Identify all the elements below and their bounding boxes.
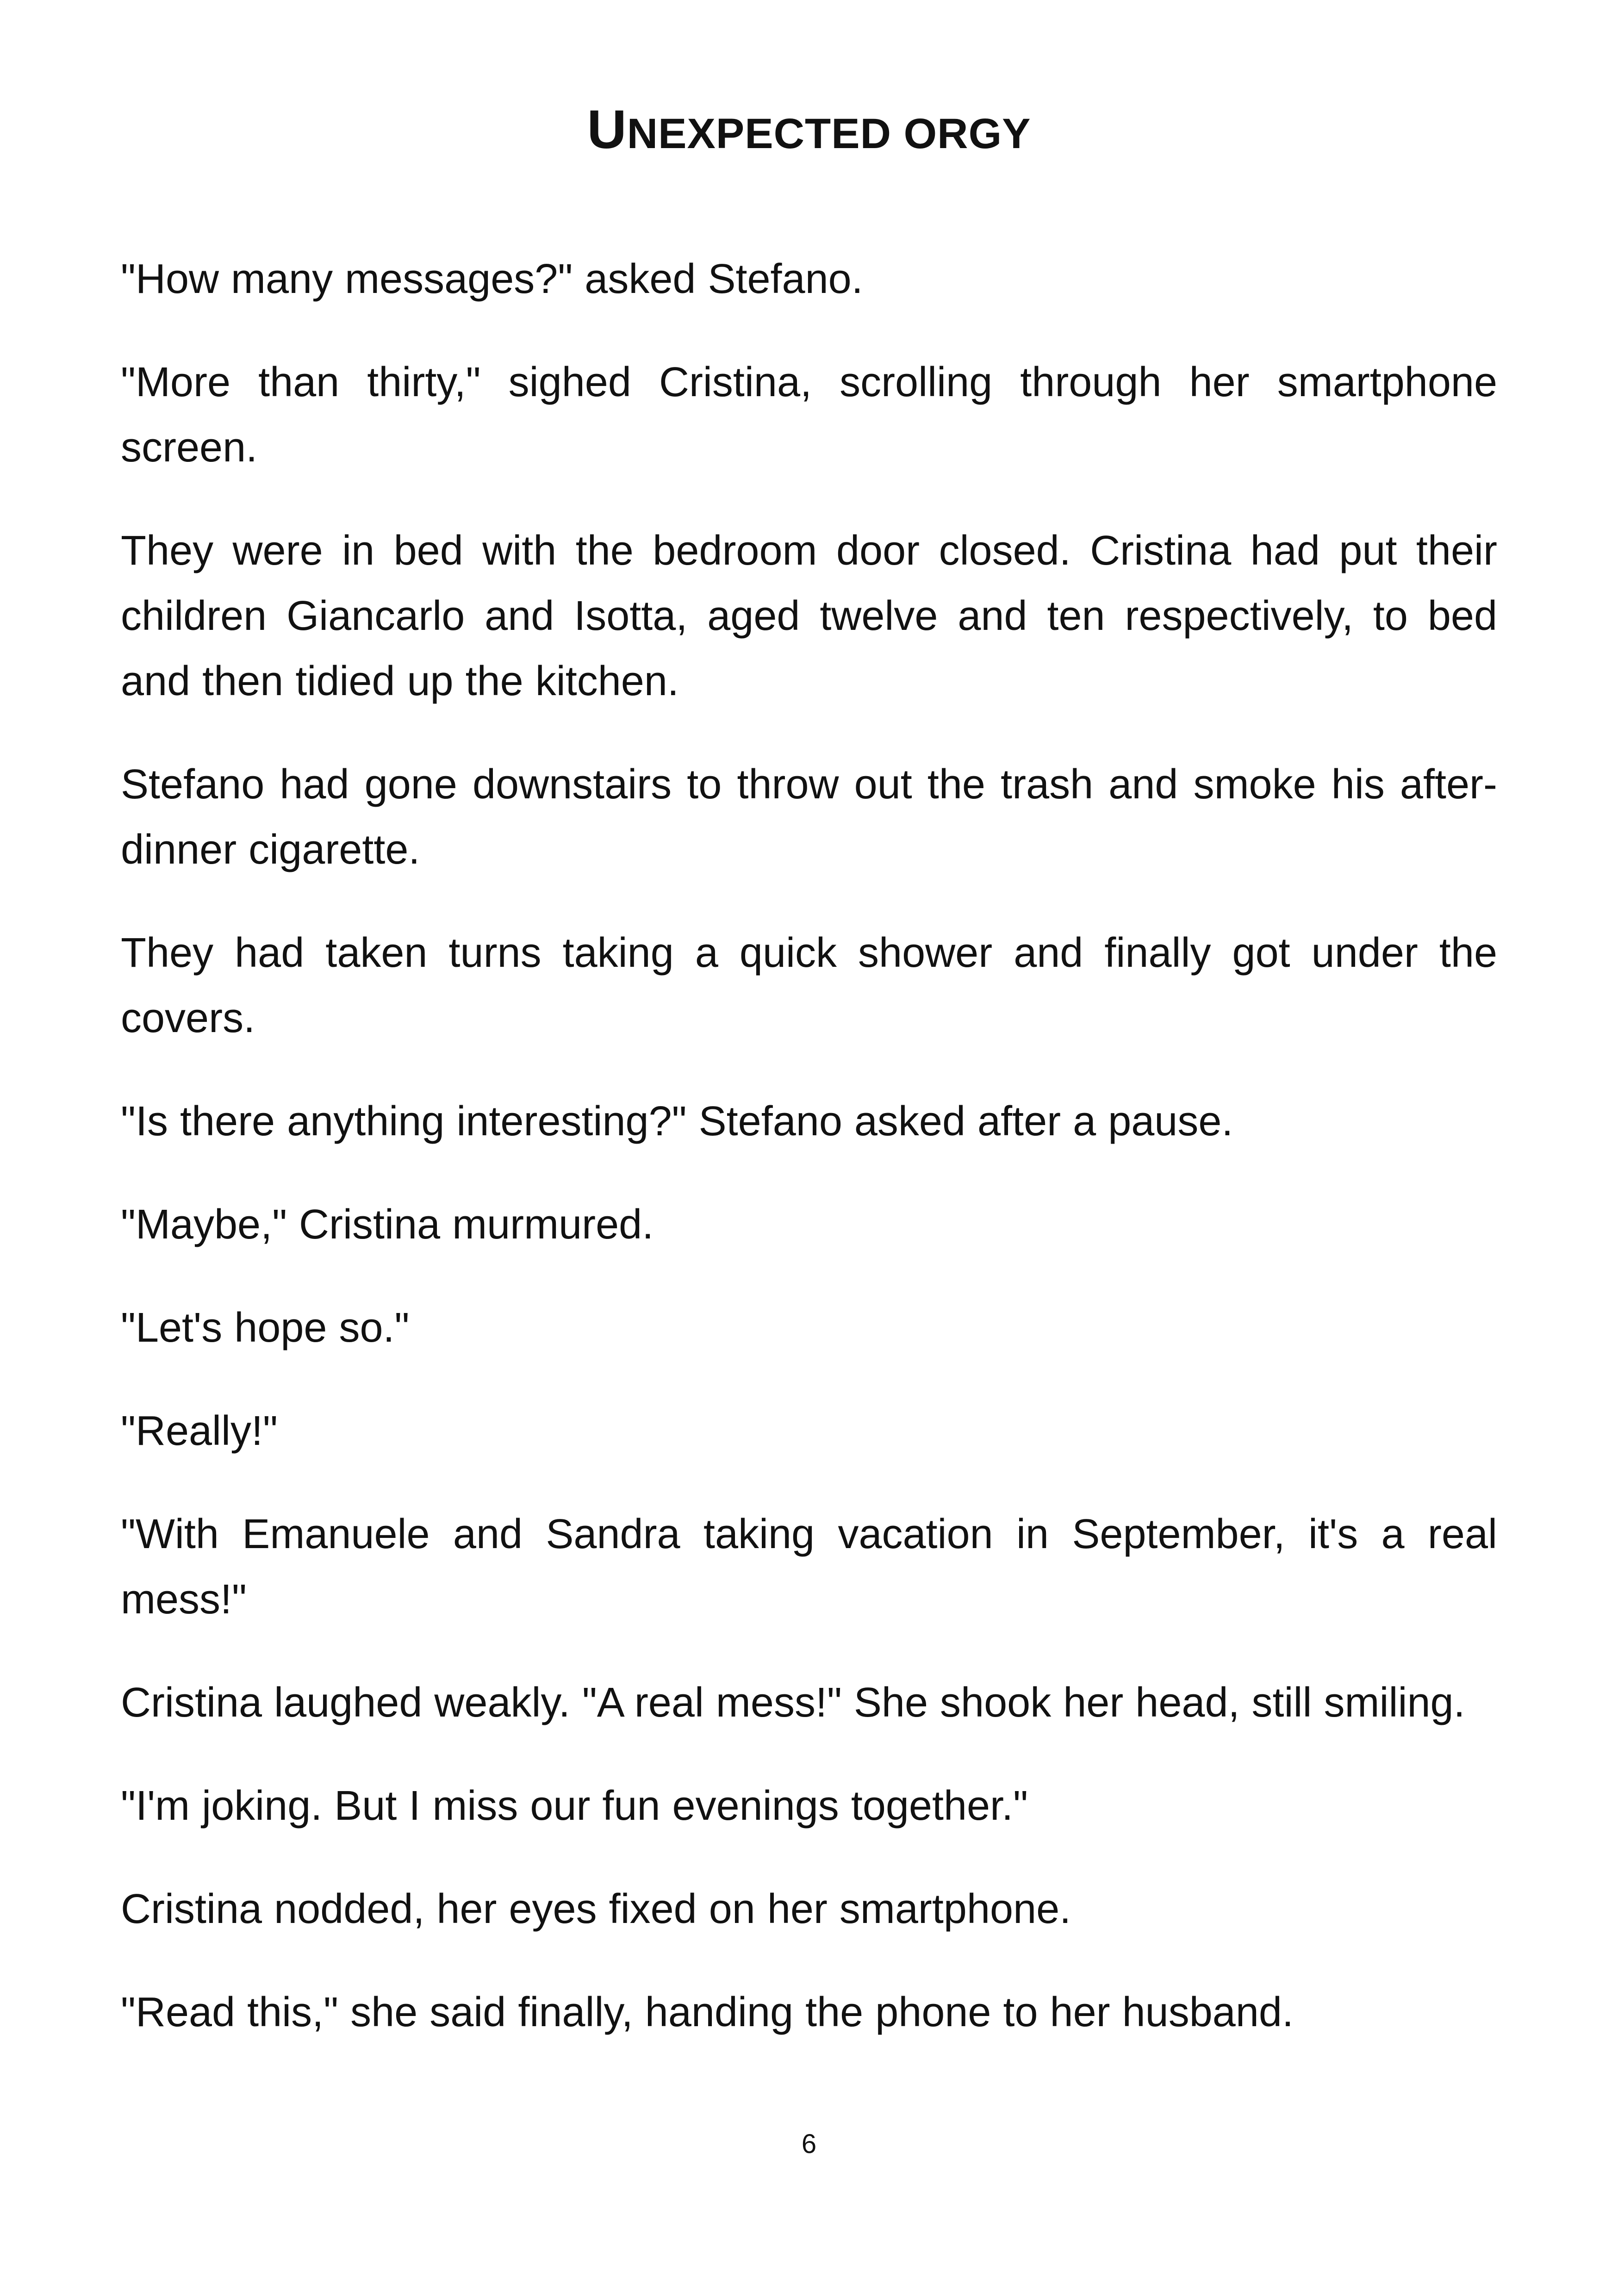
paragraph: "How many messages?" asked Stefano. <box>121 256 863 302</box>
paragraph: "Read this," she said finally, handing the phone to her husband. <box>121 1989 1294 2035</box>
chapter-title-rest: NEXPECTED ORGY <box>627 110 1031 157</box>
paragraph: Cristina nodded, her eyes fixed on her smartphone. <box>121 1886 1071 1932</box>
chapter-title <box>0 97 1618 166</box>
chapter-title-initial: U <box>587 99 627 160</box>
paragraph: "Maybe," Cristina murmured. <box>121 1201 654 1248</box>
chapter-body <box>121 247 1497 2083</box>
paragraph: "With Emanuele and Sandra taking vacation in September, it's a real mess!" <box>121 1511 1497 1623</box>
paragraph: Cristina laughed weakly. "A real mess!" She shook her head, still smiling. <box>121 1680 1465 1726</box>
paragraph: They were in bed with the bedroom door closed. Cristina had put their children Giancarlo and Isotta, aged twelve and ten respectively, to bed and then tidied up the kitchen. <box>121 528 1497 704</box>
page-number: 6 <box>801 2129 817 2159</box>
paragraph: They had taken turns taking a quick shower and finally got under the covers. <box>121 930 1497 1041</box>
paragraph: "Really!" <box>121 1408 278 1454</box>
paragraph: "More than thirty," sighed Cristina, scrolling through her smartphone screen. <box>121 359 1497 471</box>
paragraph: "I'm joking. But I miss our fun evenings together." <box>121 1783 1028 1829</box>
paragraph: "Let's hope so." <box>121 1305 410 1351</box>
paragraph: "Is there anything interesting?" Stefano asked after a pause. <box>121 1098 1233 1145</box>
paragraph: Stefano had gone downstairs to throw out the trash and smoke his after-dinner cigarette. <box>121 761 1497 873</box>
